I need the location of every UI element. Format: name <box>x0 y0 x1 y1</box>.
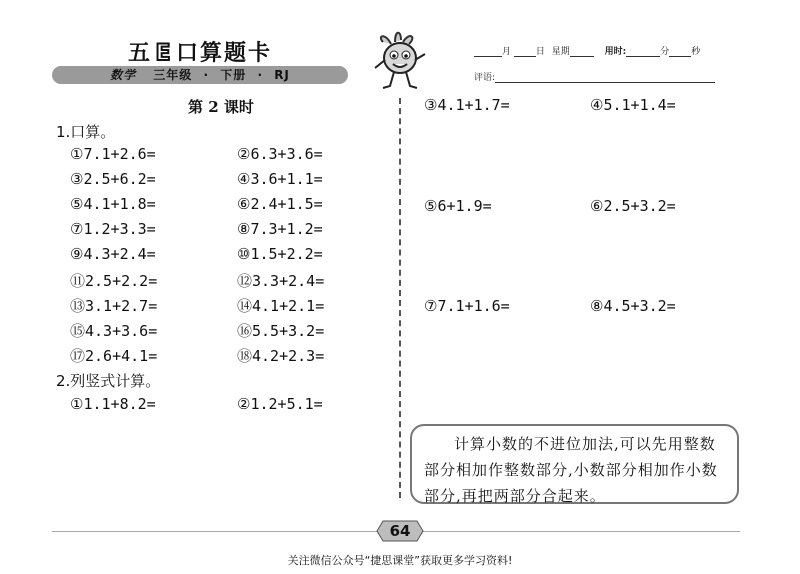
title-e-logo: E <box>155 41 173 66</box>
problem-item: ⑱4.2+2.3= <box>237 347 325 365</box>
problem-item: ⑥2.5+3.2= <box>590 197 676 215</box>
footer-note: 关注微信公众号“捷思课堂”获取更多学习资料! <box>287 554 513 567</box>
comment-line: 评语: <box>474 70 715 83</box>
problem-item: ①1.1+8.2= <box>70 395 156 413</box>
page-number: 64 <box>389 522 411 540</box>
problem-item: ④3.6+1.1= <box>237 170 323 188</box>
problem-item: ⑩1.5+2.2= <box>237 245 323 263</box>
tip-box <box>410 424 739 504</box>
problem-item: ⑨4.3+2.4= <box>70 245 156 263</box>
comment-blank[interactable] <box>495 72 715 83</box>
problem-item: ④5.1+1.4= <box>590 96 676 114</box>
seconds-blank[interactable] <box>669 46 691 57</box>
radish-mascot-icon <box>365 28 435 94</box>
dashed-divider <box>399 98 401 498</box>
minutes-blank[interactable] <box>626 46 660 57</box>
weekday-blank[interactable] <box>570 46 594 57</box>
problem-item: ⑧4.5+3.2= <box>590 297 676 315</box>
term-label: 下册 <box>220 68 247 82</box>
problem-item: ⑫3.3+2.4= <box>237 272 325 290</box>
problem-item: ⑯5.5+3.2= <box>237 322 325 340</box>
section2-title: 2.列竖式计算。 <box>56 372 161 390</box>
problem-item: ⑭4.1+2.1= <box>237 297 325 315</box>
problem-item: ③2.5+6.2= <box>70 170 156 188</box>
lesson-title: 第 2 课时 <box>188 98 254 116</box>
problem-item: ⑤6+1.9= <box>424 197 492 215</box>
problem-item: ②6.3+3.6= <box>237 145 323 163</box>
problem-item: ⑰2.6+4.1= <box>70 347 158 365</box>
problem-item: ⑦7.1+1.6= <box>424 297 510 315</box>
grade-label: 三年级 <box>153 68 193 82</box>
card-title <box>128 36 272 67</box>
title-suffix: 口算题卡 <box>176 40 273 66</box>
day-blank[interactable] <box>514 46 536 57</box>
problem-item: ②1.2+5.1= <box>237 395 323 413</box>
subject-label: 数学 <box>110 68 137 82</box>
title-prefix: 五 <box>128 40 153 66</box>
problem-item: ⑬3.1+2.7= <box>70 297 158 315</box>
date-time-line: 月 日 星期 用时: 分 秒 <box>474 44 700 57</box>
problem-item: ⑮4.3+3.6= <box>70 322 158 340</box>
problem-item: ⑧7.3+1.2= <box>237 220 323 238</box>
edition-label: RJ <box>274 68 290 82</box>
problem-item: ③4.1+1.7= <box>424 96 510 114</box>
problem-item: ⑥2.4+1.5= <box>237 195 323 213</box>
problem-item: ⑪2.5+2.2= <box>70 272 158 290</box>
problem-item: ⑦1.2+3.3= <box>70 220 156 238</box>
problem-item: ⑤4.1+1.8= <box>70 195 156 213</box>
problem-item: ①7.1+2.6= <box>70 145 156 163</box>
tip-text: 计算小数的不进位加法,可以先用整数部分相加作整数部分,小数部分相加作小数部分,再把两部分合起来。 <box>424 435 718 505</box>
subtitle: 数学 三年级 · 下册 · RJ <box>110 68 290 82</box>
section1-title: 1.口算。 <box>56 123 116 141</box>
month-blank[interactable] <box>474 46 502 57</box>
